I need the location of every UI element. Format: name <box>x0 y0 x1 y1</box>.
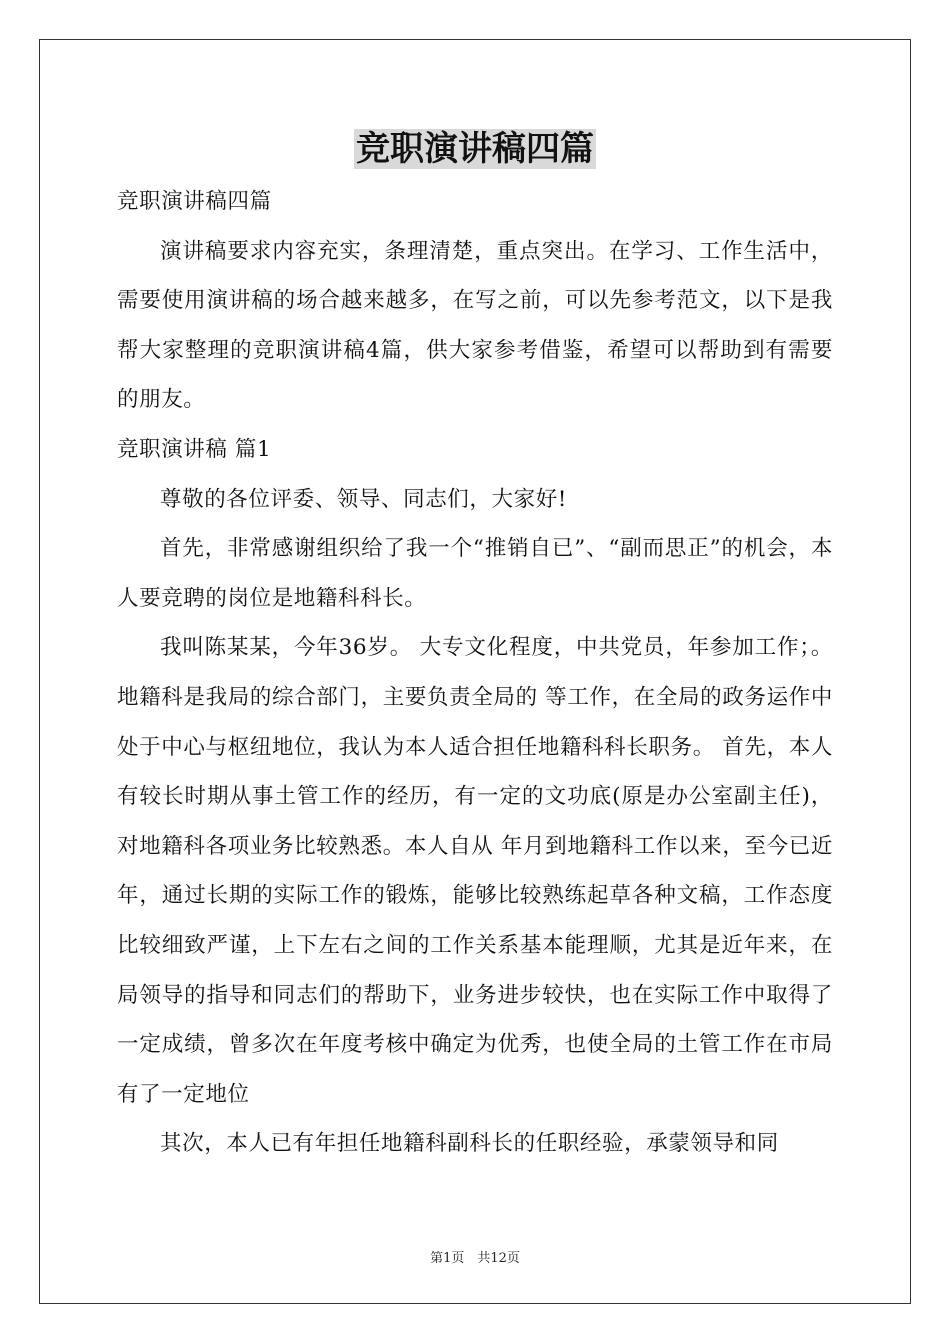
section-heading: 竞职演讲稿 篇1 <box>117 436 272 462</box>
body-paragraph: 尊敬的各位评委、领导、同志们，大家好! <box>160 486 568 512</box>
section-heading: 竞职演讲稿四篇 <box>117 189 272 214</box>
body-paragraph: 首先，非常感谢组织给了我一个“推销自已”、“副而思正”的机会，本人要竞聘的岗位是地籍科科长。 <box>117 536 833 611</box>
document-title <box>0 125 950 173</box>
page-footer: 第1页 共12页 <box>430 1251 520 1266</box>
body-paragraph: 我叫陈某某，今年36岁。 大专文化程度，中共党员，年参加工作；。 地籍科是我局的综合部门，主要负责全局的 等工作，在全局的政务运作中处于中心与枢纽地位，我认为本人适合担任地籍科科长职务。 首先，本人有较长时期从事土管工作的经历，有一定的文功底(原是办公室副主任)，对地籍科各项业务比较熟悉。本人自从 年月到地籍科工作以来，至今已近 年，通过长期的实际工作的锻炼，能够比较熟练起草各种文稿，工作态度比较细致严谨，上下左右之间的工作关系基本能理顺，尤其是近年来，在局领导的指导和同志们的帮助下，业务进步较快，也在实际工作中取得了一定成绩，曾多次在年度考核中确定为优秀，也使全局的土管工作在市局有了一定地位 <box>117 635 833 1107</box>
body-paragraph: 演讲稿要求内容充实，条理清楚，重点突出。在学习、工作生活中，需要使用演讲稿的场合越来越多，在写之前，可以先参考范文，以下是我帮大家整理的竞职演讲稿4篇，供大家参考借鉴，希望可以帮助到有需要的朋友。 <box>117 238 833 413</box>
document-title-text: 竞职演讲稿四篇 <box>356 129 594 169</box>
body-paragraph: 其次，本人已有年担任地籍科副科长的任职经验，承蒙领导和同 <box>160 1131 779 1157</box>
document-body <box>117 177 833 1169</box>
